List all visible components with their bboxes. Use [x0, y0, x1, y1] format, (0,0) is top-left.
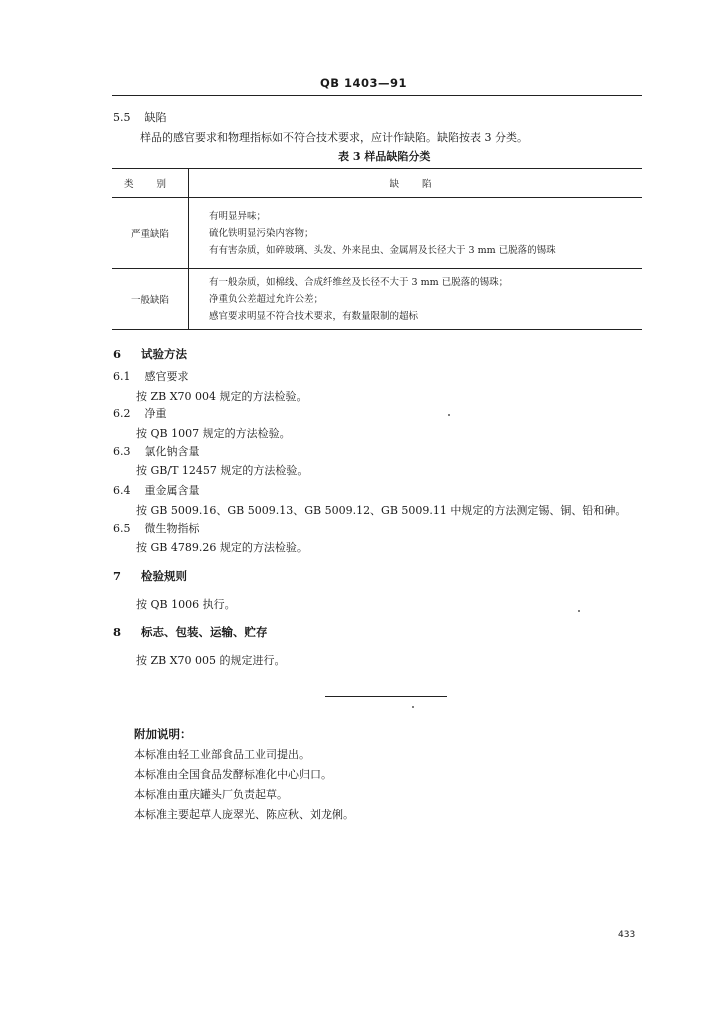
- note-line: 本标准由全国食品发酵标准化中心归口。: [134, 768, 332, 781]
- table-caption: 表 3 样品缺陷分类: [338, 150, 431, 163]
- subsection-6-4-heading: [113, 482, 200, 498]
- scan-speck: [448, 414, 450, 416]
- row-category: 严重缺陷: [112, 198, 189, 269]
- row-defects: [189, 269, 643, 330]
- row-defects: [189, 198, 643, 269]
- table-header-row: [112, 169, 642, 198]
- section-title: 重金属含量: [144, 484, 200, 497]
- section-7-text: 按 QB 1006 执行。: [136, 598, 236, 611]
- section-title: 净重: [144, 407, 167, 420]
- subsection-6-1-text: 按 ZB X70 004 规定的方法检验。: [136, 390, 308, 403]
- section-number: 6.2: [113, 407, 131, 420]
- defect-line: 有有害杂质，如碎玻璃、头发、外来昆虫、金属屑及长径大于 3 mm 已脱落的锡珠: [209, 244, 556, 256]
- defect-line: 感官要求明显不符合技术要求，有数量限制的超标: [209, 310, 419, 322]
- section-title: 微生物指标: [144, 522, 200, 535]
- notes-title: 附加说明：: [134, 727, 192, 741]
- row-category: 一般缺陷: [112, 269, 189, 330]
- section-number: 6.4: [113, 484, 131, 497]
- section-6-heading: [113, 346, 187, 362]
- subsection-6-5-text: 按 GB 4789.26 规定的方法检验。: [136, 541, 308, 554]
- table-row: [112, 198, 642, 269]
- section-number: 5.5: [113, 111, 131, 124]
- note-line: 本标准由轻工业部食品工业司提出。: [134, 748, 310, 761]
- end-divider: [325, 696, 447, 697]
- defect-line: 有一般杂质，如棉线、合成纤维丝及长径不大于 3 mm 已脱落的锡珠；: [209, 276, 509, 288]
- section-number: 6: [113, 347, 122, 361]
- section-5-5-heading: [113, 109, 167, 125]
- section-number: 6.3: [113, 445, 131, 458]
- header-rule: [112, 95, 642, 96]
- column-header-category: 类 别: [112, 169, 189, 198]
- section-number: 6.1: [113, 370, 131, 383]
- defect-classification-table: [112, 168, 642, 330]
- section-title: 试验方法: [141, 347, 188, 361]
- section-number: 8: [113, 625, 122, 639]
- section-number: 7: [113, 569, 122, 583]
- defect-line: 硫化铁明显污染内容物；: [209, 227, 314, 239]
- section-8-heading: [113, 624, 268, 640]
- column-header-defect: 缺 陷: [189, 169, 643, 198]
- subsection-6-3-text: 按 GB/T 12457 规定的方法检验。: [136, 464, 309, 477]
- section-5-5-text: 样品的感官要求和物理指标如不符合技术要求，应计作缺陷。缺陷按表 3 分类。: [140, 131, 528, 144]
- section-title: 检验规则: [141, 569, 188, 583]
- document-header: QB 1403—91: [319, 76, 408, 90]
- defect-line: 净重负公差超过允许公差；: [209, 293, 324, 305]
- section-number: 6.5: [113, 522, 131, 535]
- subsection-6-3-heading: [113, 443, 200, 459]
- section-title: 缺陷: [144, 111, 167, 124]
- section-7-heading: [113, 568, 187, 584]
- section-8-text: 按 ZB X70 005 的规定进行。: [136, 654, 286, 667]
- scan-speck: [412, 706, 414, 708]
- subsection-6-2-heading: [113, 405, 167, 421]
- page-number: 433: [618, 930, 636, 940]
- note-line: 本标准由重庆罐头厂负责起草。: [134, 788, 288, 801]
- section-title: 氯化钠含量: [144, 445, 200, 458]
- section-title: 标志、包装、运输、贮存: [141, 625, 268, 639]
- defect-line: 有明显异味；: [209, 210, 267, 222]
- subsection-6-2-text: 按 QB 1007 规定的方法检验。: [136, 427, 291, 440]
- scan-speck: [578, 610, 580, 612]
- table-row: [112, 269, 642, 330]
- section-title: 感官要求: [144, 370, 189, 383]
- note-line: 本标准主要起草人庞翠光、陈应秋、刘龙俐。: [134, 808, 354, 821]
- subsection-6-5-heading: [113, 520, 200, 536]
- subsection-6-1-heading: [113, 368, 189, 384]
- subsection-6-4-text: 按 GB 5009.16、GB 5009.13、GB 5009.12、GB 5009.11 中规定的方法测定锡、铜、铅和砷。: [136, 504, 627, 517]
